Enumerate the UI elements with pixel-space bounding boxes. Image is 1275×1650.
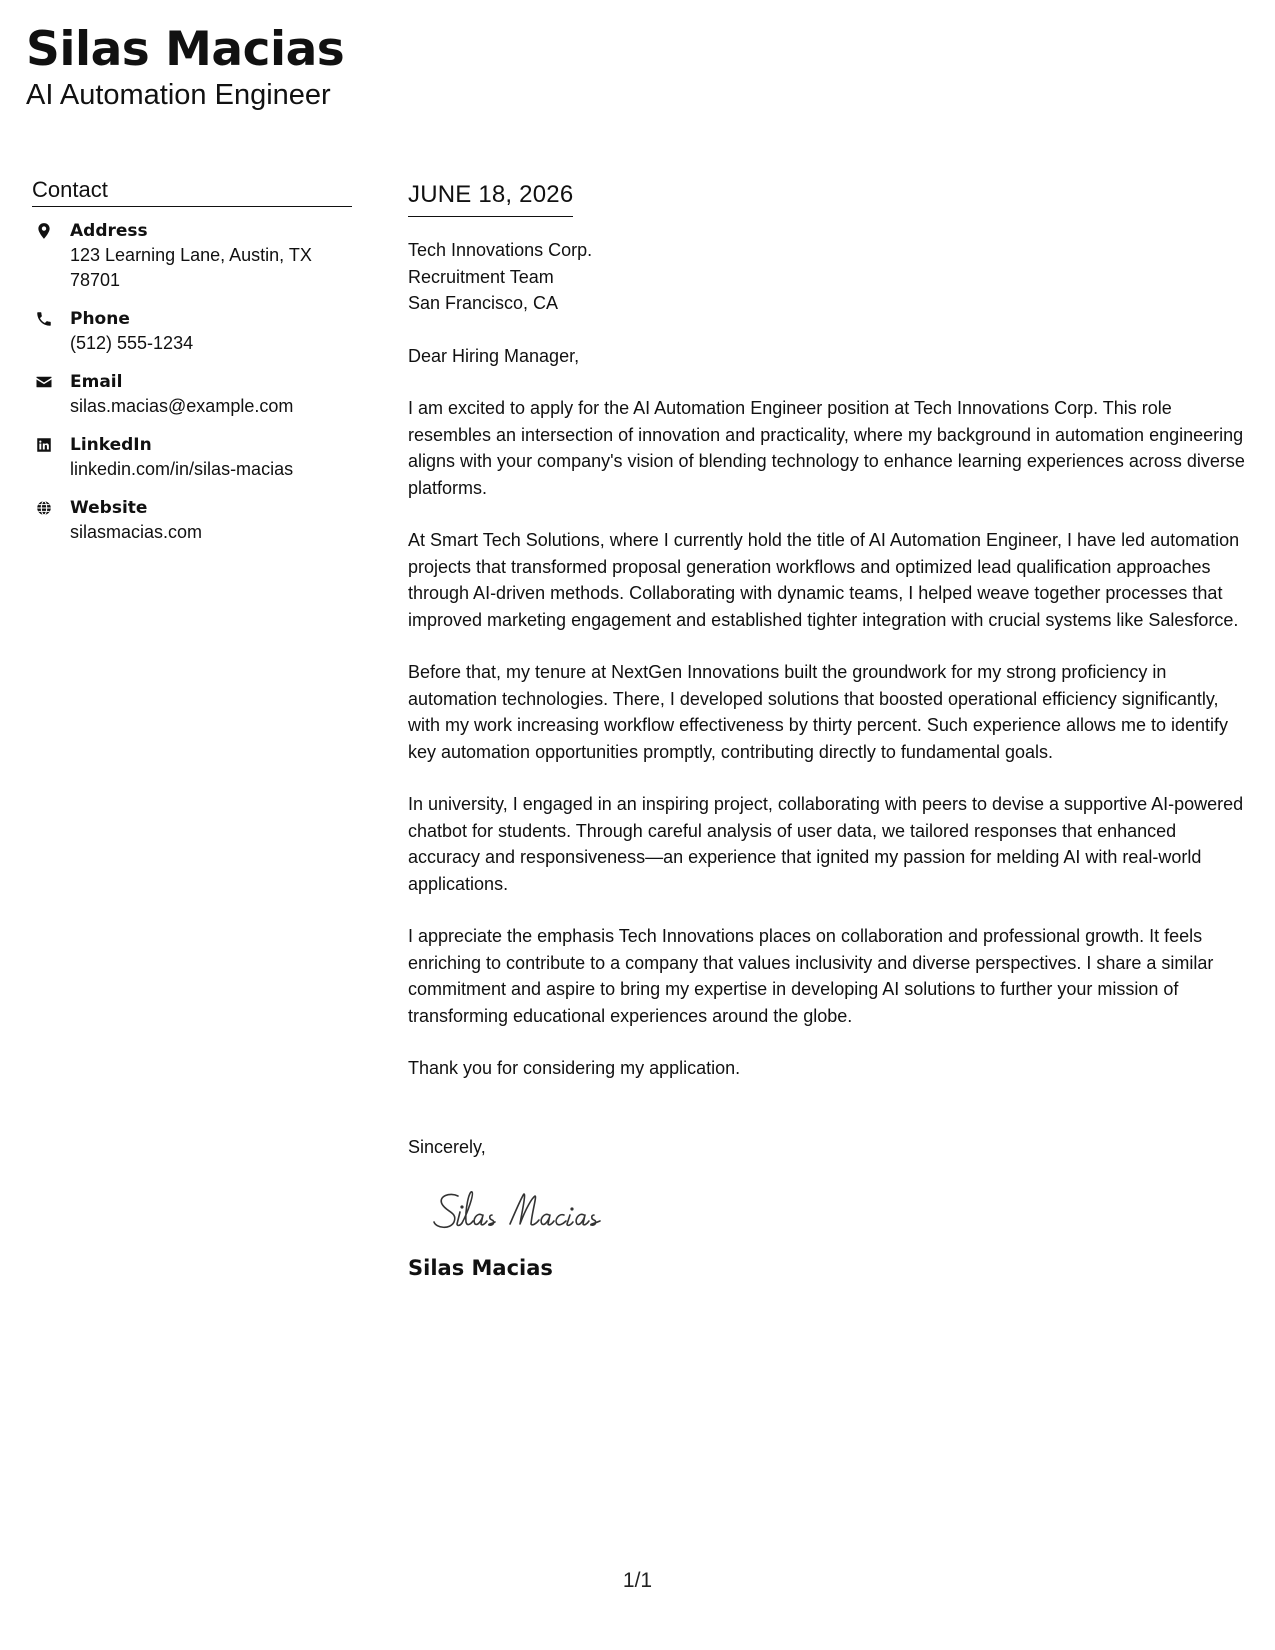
resume-header (26, 22, 344, 112)
contact-value-email[interactable]: silas.macias@example.com (70, 396, 294, 416)
cover-letter-body (408, 178, 1248, 1282)
applicant-name: Silas Macias (26, 22, 345, 77)
contact-label-linkedin: LinkedIn (70, 435, 152, 455)
salutation: Dear Hiring Manager, (408, 345, 580, 366)
contact-item-website (32, 496, 352, 545)
contact-label-website: Website (70, 498, 148, 518)
contact-item-email (32, 370, 352, 419)
contact-list (32, 219, 352, 545)
letter-paragraph: Before that, my tenure at NextGen Innovations built the groundwork for my strong proficiency in automation technologies. There, I developed solutions that boosted operational efficiency significantly, with my work increasing workflow effectiveness by thirty percent. Such experience allows me to identify key automation opportunities promptly, contributing directly to fundamental goals. (408, 662, 1229, 762)
contact-label-email: Email (70, 372, 123, 392)
recipient-company: Tech Innovations Corp. (408, 240, 593, 260)
letter-paragraph: I am excited to apply for the AI Automation Engineer position at Tech Innovations Corp. This role resembles an intersection of innovation and practicality, where my background in automation engineering aligns with your company's vision of blending technology to enhance learning experiences across diverse platforms. (408, 398, 1245, 498)
contact-label-address: Address (70, 221, 148, 241)
closing: Sincerely, (408, 1136, 486, 1157)
letter-date: JUNE 18, 2026 (408, 178, 573, 217)
contact-sidebar (32, 176, 352, 559)
contact-label-phone: Phone (70, 309, 130, 329)
contact-value-website[interactable]: silasmacias.com (70, 522, 203, 542)
map-pin-icon (32, 219, 70, 243)
handwritten-signature (432, 1182, 672, 1238)
contact-item-address (32, 219, 352, 293)
contact-value-address: 123 Learning Lane, Austin, TX 78701 (70, 245, 312, 290)
letter-paragraph: At Smart Tech Solutions, where I currently hold the title of AI Automation Engineer, I have led automation projects that transformed proposal generation workflows and optimized lead qualification approaches through AI-driven methods. Collaborating with dynamic teams, I helped weave together processes that improved marketing engagement and established tighter integration with crucial systems like Salesforce. (408, 530, 1240, 630)
contact-item-phone (32, 307, 352, 356)
globe-icon (32, 496, 70, 520)
phone-icon (32, 307, 70, 331)
contact-value-phone[interactable]: (512) 555-1234 (70, 333, 194, 353)
contact-value-linkedin[interactable]: linkedin.com/in/silas-macias (70, 459, 294, 479)
recipient-block (408, 237, 1248, 317)
envelope-icon (32, 370, 70, 394)
letter-paragraph: In university, I engaged in an inspiring project, collaborating with peers to devise a supportive AI-powered chatbot for students. Through careful analysis of user data, we tailored responses that enhanced accuracy and responsiveness—an experience that ignited my passion for melding AI with real-world applications. (408, 794, 1244, 894)
signer-name: Silas Macias (408, 1256, 553, 1280)
recipient-location: San Francisco, CA (408, 293, 559, 313)
letter-paragraph: Thank you for considering my application. (408, 1058, 741, 1078)
contact-item-linkedin (32, 433, 352, 482)
contact-heading: Contact (32, 176, 352, 207)
applicant-title: AI Automation Engineer (26, 79, 331, 111)
page-number: 1/1 (622, 1569, 653, 1592)
recipient-team: Recruitment Team (408, 266, 554, 287)
letter-paragraph: I appreciate the emphasis Tech Innovations places on collaboration and professional growth. It feels enriching to contribute to a company that values inclusivity and diverse perspectives. I share a similar commitment and aspire to bring my expertise in developing AI solutions to further your mission of transforming educational experiences around the globe. (408, 926, 1214, 1026)
linkedin-icon (32, 433, 70, 457)
